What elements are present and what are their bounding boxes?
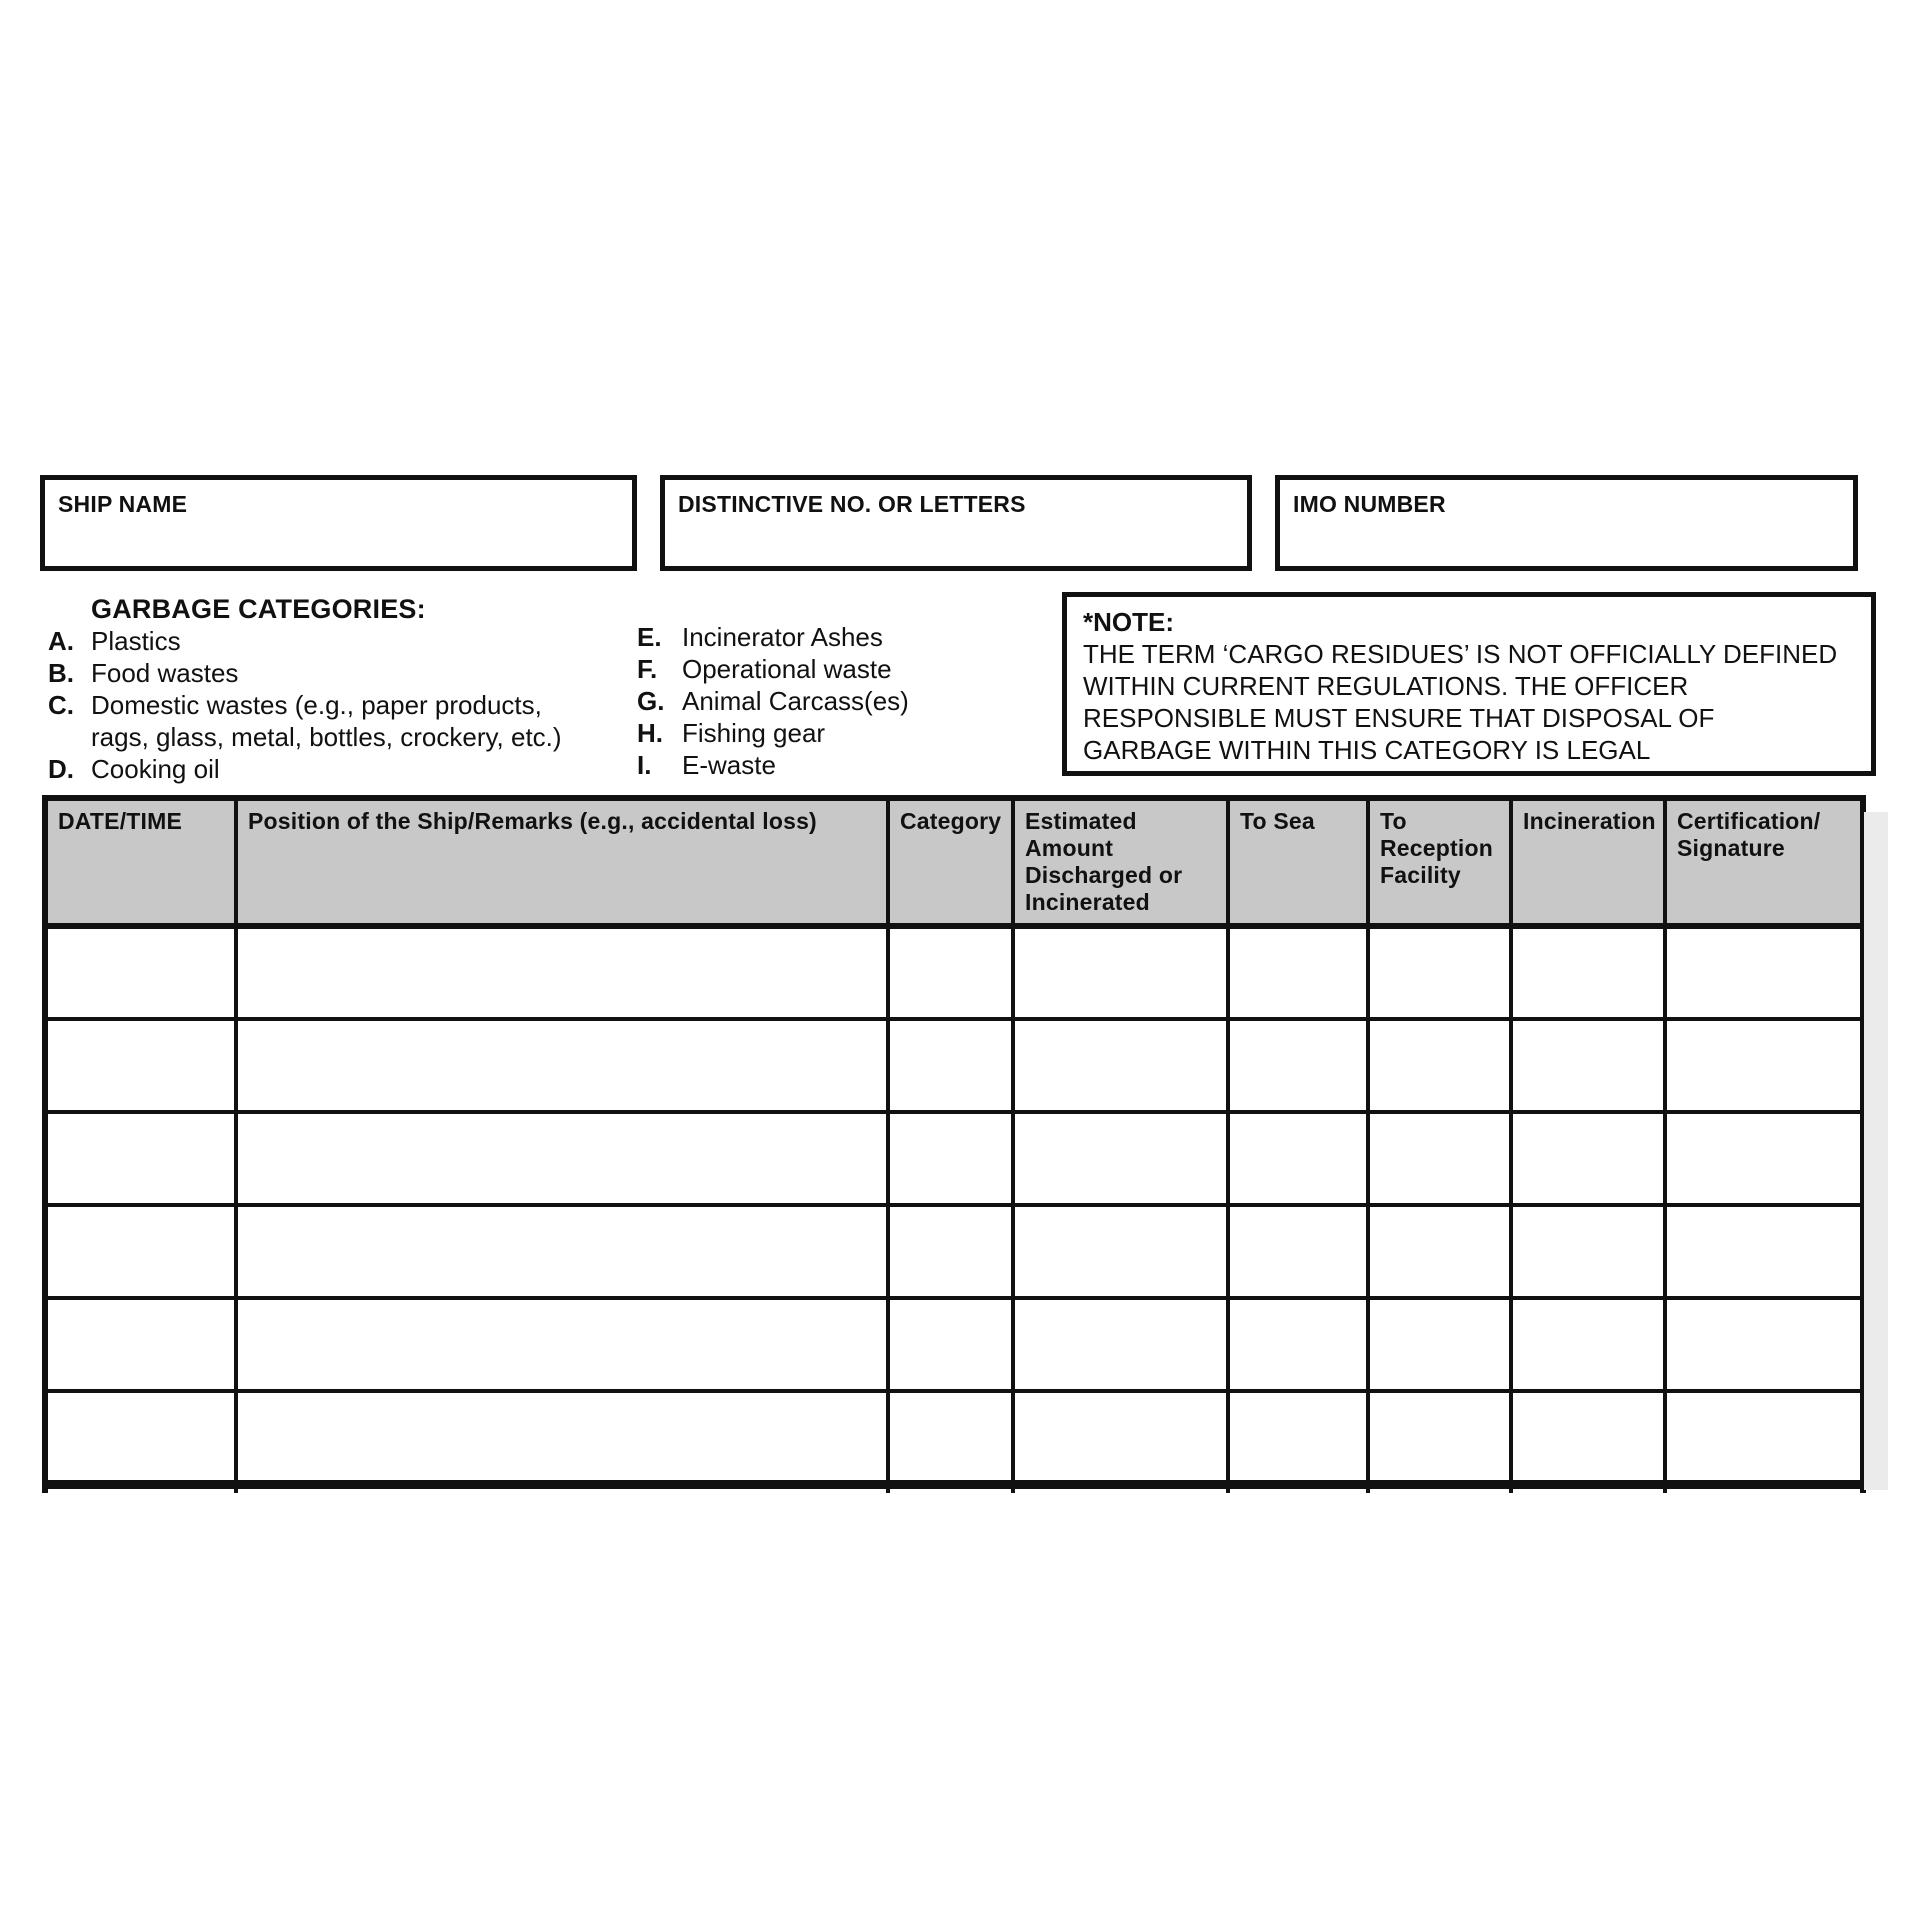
table-cell[interactable]	[1511, 1391, 1665, 1484]
table-row	[45, 1205, 1863, 1298]
table-cell[interactable]	[236, 1484, 888, 1493]
table-cell[interactable]	[45, 1298, 236, 1391]
category-text: Incinerator Ashes	[682, 622, 883, 652]
category-item-h	[637, 717, 997, 749]
category-item-f	[637, 653, 997, 685]
table-row	[45, 1298, 1863, 1391]
table-row	[45, 926, 1863, 1019]
table-row	[45, 1019, 1863, 1112]
category-item-c	[48, 689, 608, 753]
category-item-g	[637, 685, 997, 717]
table-cell[interactable]	[1511, 1205, 1665, 1298]
table-cell[interactable]	[1013, 1298, 1228, 1391]
table-cell[interactable]	[236, 1019, 888, 1112]
table-cell[interactable]	[1665, 1298, 1863, 1391]
table-cell[interactable]	[45, 1391, 236, 1484]
category-letter: D.	[48, 754, 74, 784]
table-cell[interactable]	[1511, 1019, 1665, 1112]
table-cell[interactable]	[236, 1205, 888, 1298]
table-cell[interactable]	[236, 1298, 888, 1391]
column-header-to-sea: To Sea	[1228, 798, 1368, 926]
garbage-record-table	[42, 795, 1878, 1493]
table-cell[interactable]	[45, 1019, 236, 1112]
imo-number-field[interactable]	[1275, 475, 1858, 571]
table-cell[interactable]	[1013, 1484, 1228, 1493]
category-letter: C.	[48, 690, 74, 720]
category-item-a	[48, 625, 608, 657]
note-body: THE TERM ‘CARGO RESIDUES’ IS NOT OFFICIALLY DEFINED WITHIN CURRENT REGULATIONS. THE OFFICER RESPONSIBLE MUST ENSURE THAT DISPOSAL OF GARBAGE WITHIN THIS CATEGORY IS LEGAL	[1083, 639, 1838, 765]
category-item-e	[637, 621, 997, 653]
table-cell[interactable]	[1511, 1112, 1665, 1205]
table-cell[interactable]	[1665, 1484, 1863, 1493]
category-text: Cooking oil	[91, 754, 220, 784]
table-cell[interactable]	[888, 1391, 1013, 1484]
column-header-to-reception-facility: To Reception Facility	[1368, 798, 1511, 926]
table-cell[interactable]	[1228, 1391, 1368, 1484]
category-text: Animal Carcass(es)	[682, 686, 909, 716]
table-cell[interactable]	[1665, 1205, 1863, 1298]
table-cell[interactable]	[1013, 1391, 1228, 1484]
distinctive-no-field[interactable]	[660, 475, 1252, 571]
category-letter: F.	[637, 654, 658, 684]
distinctive-no-label: DISTINCTIVE NO. OR LETTERS	[678, 491, 1026, 517]
category-letter: E.	[637, 622, 662, 652]
column-header-category: Category	[888, 798, 1013, 926]
table-cell[interactable]	[888, 1205, 1013, 1298]
category-item-b	[48, 657, 608, 689]
table-cell[interactable]	[888, 1484, 1013, 1493]
category-text: Food wastes	[91, 658, 239, 688]
table-cell[interactable]	[45, 1112, 236, 1205]
category-text: Domestic wastes (e.g., paper products, rags, glass, metal, bottles, crockery, etc.)	[91, 690, 562, 752]
table-header-row	[45, 798, 1863, 926]
column-header-date-time: DATE/TIME	[45, 798, 236, 926]
category-text: E-waste	[682, 750, 776, 780]
category-letter: I.	[637, 750, 652, 780]
table-cell[interactable]	[1228, 1484, 1368, 1493]
table-cell[interactable]	[1368, 1205, 1511, 1298]
table-cell[interactable]	[236, 1391, 888, 1484]
table-cell[interactable]	[1228, 1298, 1368, 1391]
category-letter: H.	[637, 718, 663, 748]
category-text: Plastics	[91, 626, 181, 656]
table-cell[interactable]	[236, 1112, 888, 1205]
table-row	[45, 1391, 1863, 1484]
table-cell[interactable]	[888, 1298, 1013, 1391]
table-cell[interactable]	[888, 1019, 1013, 1112]
table-cell[interactable]	[1368, 1484, 1511, 1493]
cargo-residues-note-box	[1062, 592, 1876, 776]
category-text: Fishing gear	[682, 718, 826, 748]
category-letter: G.	[637, 686, 665, 716]
table-cell[interactable]	[1665, 926, 1863, 1019]
table-cell[interactable]	[1368, 1019, 1511, 1112]
table-cell[interactable]	[1368, 1298, 1511, 1391]
table-cell[interactable]	[45, 1484, 236, 1493]
category-text: Operational waste	[682, 654, 892, 684]
table-cell[interactable]	[1013, 926, 1228, 1019]
table-cell[interactable]	[1511, 1484, 1665, 1493]
table-cell[interactable]	[1013, 1019, 1228, 1112]
table-cell[interactable]	[1228, 1112, 1368, 1205]
table-cell[interactable]	[888, 1112, 1013, 1205]
table-cell[interactable]	[1665, 1112, 1863, 1205]
garbage-categories-list-right	[637, 621, 997, 781]
table-cell[interactable]	[1511, 1298, 1665, 1391]
table-cell[interactable]	[1228, 926, 1368, 1019]
category-letter: A.	[48, 626, 74, 656]
table-row	[45, 1112, 1863, 1205]
table-row-partial	[45, 1484, 1863, 1493]
imo-number-label: IMO NUMBER	[1293, 491, 1446, 517]
column-header-position-remarks: Position of the Ship/Remarks (e.g., accidental loss)	[236, 798, 888, 926]
ship-name-field[interactable]	[40, 475, 637, 571]
table-cell[interactable]	[1013, 1205, 1228, 1298]
table-cell[interactable]	[45, 926, 236, 1019]
column-header-incineration: Incineration	[1511, 798, 1665, 926]
table-cell[interactable]	[1368, 1112, 1511, 1205]
table-cell[interactable]	[1368, 926, 1511, 1019]
category-letter: B.	[48, 658, 74, 688]
table-cell[interactable]	[1665, 1391, 1863, 1484]
category-item-d	[48, 753, 608, 785]
table-cell[interactable]	[1228, 1019, 1368, 1112]
table-cell[interactable]	[1368, 1391, 1511, 1484]
table-drop-shadow	[1864, 812, 1888, 1490]
ship-name-label: SHIP NAME	[58, 491, 188, 517]
table-cell[interactable]	[888, 926, 1013, 1019]
table-cell[interactable]	[1665, 1019, 1863, 1112]
table-cell[interactable]	[1511, 926, 1665, 1019]
column-header-estimated-amount: Estimated Amount Discharged or Incinerated	[1013, 798, 1228, 926]
garbage-categories-list-left	[48, 625, 608, 785]
table-cell[interactable]	[236, 926, 888, 1019]
table-cell[interactable]	[45, 1205, 236, 1298]
column-header-certification-signature: Certification/ Signature	[1665, 798, 1863, 926]
table-cell[interactable]	[1013, 1112, 1228, 1205]
note-title: *NOTE:	[1083, 607, 1174, 637]
table-cell[interactable]	[1228, 1205, 1368, 1298]
garbage-categories-title: GARBAGE CATEGORIES:	[91, 594, 426, 624]
category-item-i	[637, 749, 997, 781]
